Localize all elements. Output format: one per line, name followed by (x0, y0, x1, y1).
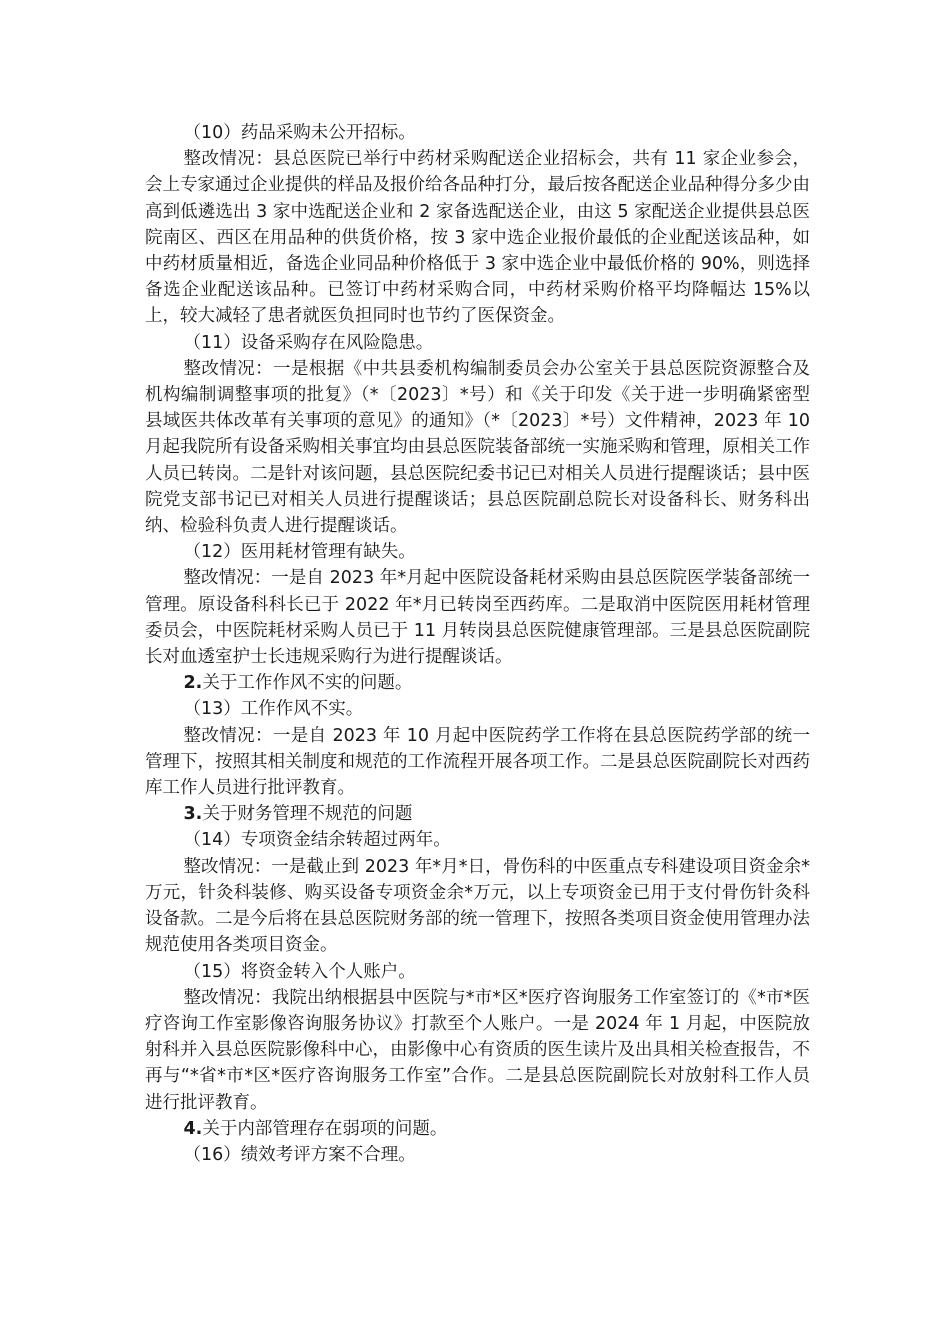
document-page (145, 120, 810, 1168)
item-11: （11）设备采购存在风险隐患。 (183, 332, 434, 353)
body-paragraph-12: 整改情况：一是自 2023 年*月起中医院设备耗材采购由县总医院医学装备部统一管理。原设备科科长已于 2022 年*月已转岗至西药库。二是取消中医院医用耗材管理委员会，中医院耗材采购人员已于 11 月转岗县总医院健康管理部。三是县总医院副院长对血透室护士长违规采购行为进行提醒谈话。 (145, 568, 810, 668)
section-heading-4 (145, 1116, 810, 1142)
item-10: （10）药品采购未公开招标。 (183, 123, 416, 143)
section-title: 关于财务管理不规范的问题 (202, 804, 413, 825)
item-12: （12）医用耗材管理有缺失。 (183, 542, 416, 563)
section-number: 3. (183, 804, 203, 825)
item-14: （14）专项资金结余转超过两年。 (183, 830, 451, 851)
item-13: （13）工作作风不实。 (183, 699, 364, 720)
item-15: （15）将资金转入个人账户。 (183, 961, 416, 982)
section-title: 关于内部管理存在弱项的问题。 (202, 1118, 448, 1139)
body-paragraph-14: 整改情况：一是截止到 2023 年*月*日，骨伤科的中医重点专科建设项目资金余*万元，针灸科装修、购买设备专项资金余*万元，以上专项资金已用于支付骨伤针灸科设备款。二是今后将在县总医院财务部的统一管理下，按照各类项目资金使用管理办法规范使用各类项目资金。 (145, 856, 810, 956)
body-paragraph-13: 整改情况：一是自 2023 年 10 月起中医院药学工作将在县总医院药学部的统一管理下，按照其相关制度和规范的工作流程开展各项工作。二是县总医院副院长对西药库工作人员进行批评教育。 (145, 725, 810, 799)
body-paragraph-11: 整改情况：一是根据《中共县委机构编制委员会办公室关于县总医院资源整合及机构编制调整事项的批复》（*〔2023〕*号）和《关于印发《关于进一步明确紧密型县域医共体改革有关事项的意见》的通知》（*〔2023〕*号）文件精神，2023 年 10 月起我院所有设备采购相关事宜均由县总医院装备部统一实施采购和管理，原相关工作人员已转岗。二是针对该问题，县总医院纪委书记已对相关人员进行提醒谈话；县中医院党支部书记已对相关人员进行提醒谈话；县总医院副总院长对设备科长、财务科出纳、检验科负责人进行提醒谈话。 (145, 358, 810, 537)
section-heading-2 (145, 670, 810, 696)
body-paragraph-15: 整改情况：我院出纳根据县中医院与*市*区*医疗咨询服务工作室签订的《*市*医疗咨询工作室影像咨询服务协议》打款至个人账户。一是 2024 年 1 月起，中医院放射科并入县总医院影像科中心，由影像中心有资质的医生读片及出具相关检查报告，不再与“*省*市*区*医疗咨询服务工作室”合作。二是县总医院副院长对放射科工作人员进行批评教育。 (145, 987, 810, 1113)
body-paragraph-10: 整改情况：县总医院已举行中药材采购配送企业招标会，共有 11 家企业参会，会上专家通过企业提供的样品及报价给各品种打分，最后按各配送企业品种得分多少由高到低遴选出 3 家中选配送企业和 2 家备选配送企业，由这 5 家配送企业提供县总医院南区、西区在用品种的供货价格，按 3 家中选企业报价最低的企业配送该品种，如中药材质量相近，备选企业同品种价格低于 3 家中选企业中最低价格的 90%，则选择备选企业配送该品种。已签订中药材采购合同，中药材采购价格平均降幅达 15%以上，较大减轻了患者就医负担同时也节约了医保资金。 (145, 149, 810, 327)
section-number: 4. (183, 1118, 203, 1139)
item-16: （16）绩效考评方案不合理。 (183, 1144, 416, 1165)
section-heading-3 (145, 801, 810, 827)
section-number: 2. (183, 673, 203, 694)
section-title: 关于工作作风不实的问题。 (202, 673, 413, 694)
